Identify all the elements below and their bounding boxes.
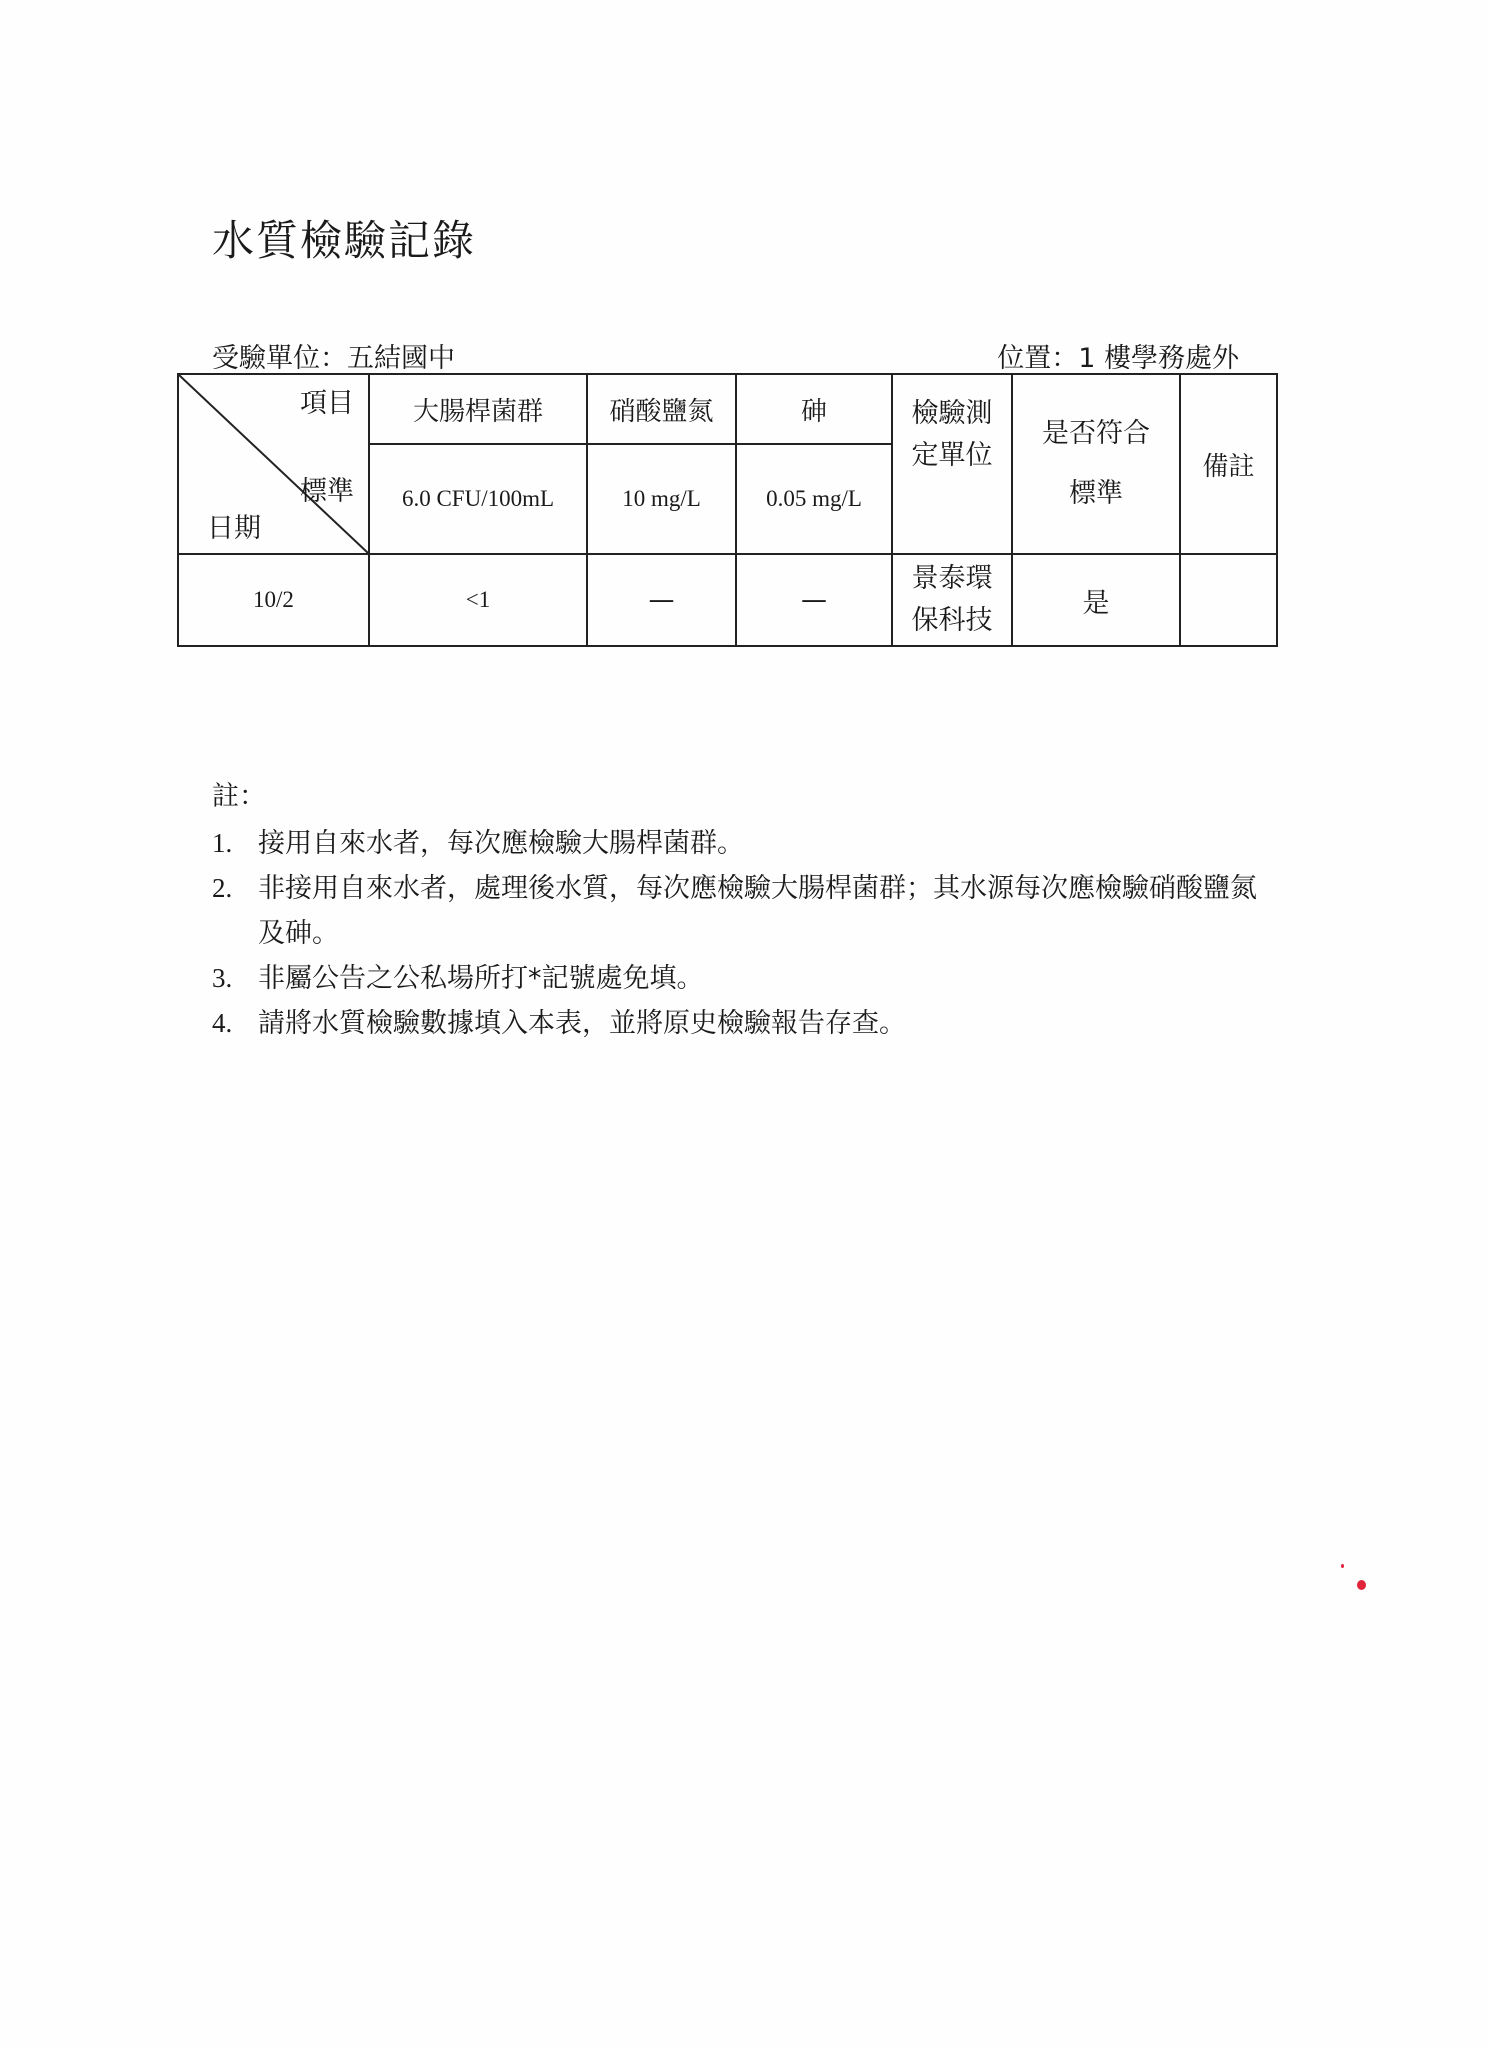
col-header-remarks: 備註	[1180, 374, 1277, 554]
col-header-arsenic: 砷	[736, 374, 892, 444]
notes-section	[212, 774, 1262, 1046]
list-item	[212, 956, 1262, 1001]
standard-nitrate: 10 mg/L	[587, 444, 736, 554]
row-coliform: <1	[369, 554, 587, 646]
col-header-compliance	[1012, 374, 1180, 554]
row-lab	[892, 554, 1012, 646]
col-header-nitrate: 硝酸鹽氮	[587, 374, 736, 444]
col-header-lab	[892, 374, 1012, 554]
list-item	[212, 1001, 1262, 1046]
notes-title: 註：	[212, 781, 266, 812]
standard-coliform: 6.0 CFU/100mL	[369, 444, 587, 554]
standard-arsenic: 0.05 mg/L	[736, 444, 892, 554]
list-item	[212, 821, 1262, 866]
list-item	[212, 866, 1262, 956]
row-arsenic: —	[736, 554, 892, 646]
note-number: 4.	[212, 1008, 233, 1038]
row-date: 10/2	[178, 554, 369, 646]
compliance-header-line1: 是否符合	[1042, 418, 1150, 449]
note-text: 接用自來水者，每次應檢驗大腸桿菌群。	[258, 828, 744, 859]
compliance-header-line2: 標準	[1069, 478, 1123, 509]
note-number: 2.	[212, 873, 233, 903]
location: 位置：1 樓學務處外	[997, 343, 1239, 374]
lab-header-line1: 檢驗測	[911, 398, 993, 429]
note-number: 1.	[212, 828, 233, 858]
note-number: 3.	[212, 963, 233, 993]
row-nitrate: —	[587, 554, 736, 646]
row-lab-line2: 保科技	[911, 605, 993, 636]
table-row	[178, 554, 1277, 646]
row-remarks	[1180, 554, 1277, 646]
note-text: 請將水質檢驗數據填入本表，並將原史檢驗報告存查。	[258, 1008, 906, 1039]
note-text: 非屬公告之公私場所打*記號處免填。	[258, 963, 704, 994]
lab-header-line2: 定單位	[911, 440, 993, 471]
tested-unit: 受驗單位：五結國中	[212, 343, 455, 374]
corner-cell	[178, 374, 369, 554]
standard-label: 標準	[300, 476, 354, 507]
water-quality-table	[177, 373, 1278, 647]
note-text: 非接用自來水者，處理後水質，每次應檢驗大腸桿菌群；其水源每次應檢驗硝酸鹽氮及砷。	[258, 873, 1257, 949]
col-header-coliform: 大腸桿菌群	[369, 374, 587, 444]
table-header-row	[178, 374, 1277, 444]
row-lab-line1: 景泰環	[911, 563, 993, 594]
ink-speck	[1357, 1580, 1366, 1590]
date-label: 日期	[207, 513, 261, 544]
document-title: 水質檢驗記錄	[212, 216, 477, 265]
ink-speck	[1341, 1564, 1344, 1568]
item-label: 項目	[300, 388, 354, 419]
row-compliant: 是	[1012, 554, 1180, 646]
